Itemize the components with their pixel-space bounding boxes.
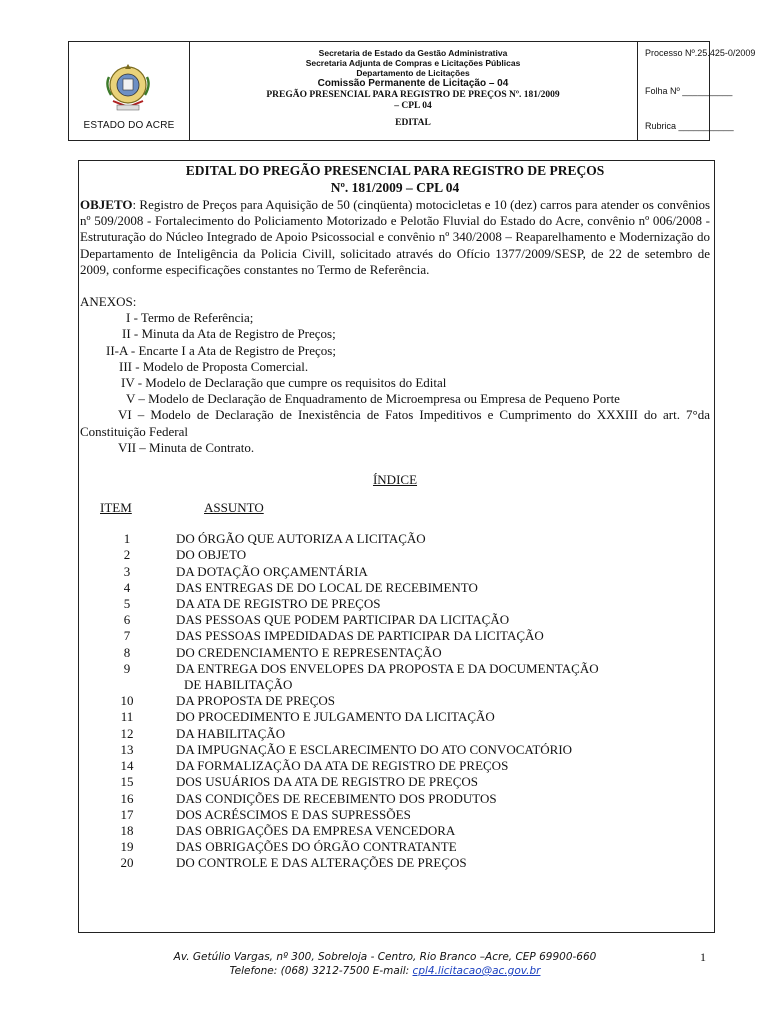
indice-row — [80, 693, 710, 709]
header-secretaria: Secretaria de Estado da Gestão Administrativa — [318, 48, 508, 58]
indice-row — [80, 564, 710, 580]
indice-item-number: 9 — [123, 660, 131, 676]
indice-item-subject: DAS PESSOAS QUE PODEM PARTICIPAR DA LICITAÇÃO — [176, 612, 510, 628]
header-cpl: – CPL 04 — [394, 101, 432, 111]
indice-item-subject: DAS PESSOAS IMPEDIDADAS DE PARTICIPAR DA LICITAÇÃO — [176, 628, 544, 644]
indice-heading: ÍNDICE — [372, 472, 418, 488]
indice-item-number: 6 — [123, 612, 131, 628]
indice-row — [80, 709, 710, 725]
objeto-text: : Registro de Preços para Aquisição de 50 (cinqüenta) motocicletas e 10 (dez) carros para atender os convênios nº 509/2008 - Fortalecimento do Policiamento Motorizado e Pelotão Fluvial do Estado do Acre, convênio nº 006/2008 - Estruturação do Núcleo Integrado de Apoio Psicossocial e convênio nº 340/2008 – Reaparelhamento e Modernização do Departamento de Inteligência da Policia Civill, solicitado através do Ofício 1377/2009/SESP, de 22 de setembro de 2009, conforme especificações constantes no Termo de Referência. — [80, 197, 710, 277]
indice-item-subject: DAS OBRIGAÇÕES DO ÓRGÃO CONTRATANTE — [176, 839, 457, 855]
rubrica-field: Rubrica ___________ — [645, 121, 734, 131]
document-title: EDITAL DO PREGÃO PRESENCIAL PARA REGISTRO DE PREÇOS — [185, 163, 605, 178]
indice-item-number: 13 — [120, 741, 134, 757]
objeto-label: OBJETO — [80, 197, 133, 212]
col-assunto-header: ASSUNTO — [204, 500, 264, 516]
indice-item-subject-continuation: DE HABILITAÇÃO — [184, 677, 293, 693]
document-header — [68, 41, 756, 141]
footer-address: Av. Getúlio Vargas, nº 300, Sobreloja - Centro, Rio Branco –Acre, CEP 69900-660 — [173, 951, 597, 963]
indice-item-subject: DOS USUÁRIOS DA ATA DE REGISTRO DE PREÇOS — [176, 774, 478, 790]
indice-row — [80, 645, 710, 661]
header-departamento: Departamento de Licitações — [356, 68, 470, 78]
indice-item-subject: DA IMPUGNAÇÃO E ESCLARECIMENTO DO ATO CONVOCATÓRIO — [176, 741, 573, 757]
footer-phone: Telefone: (068) 3212-7500 E-mail: — [229, 965, 410, 977]
indice-list — [80, 531, 710, 871]
anexo-item: III - Modelo de Proposta Comercial. — [119, 358, 309, 374]
indice-item-number: 15 — [120, 774, 134, 790]
indice-row — [80, 580, 710, 596]
indice-item-subject: DA ATA DE REGISTRO DE PREÇOS — [176, 596, 381, 612]
indice-item-subject: DA ENTREGA DOS ENVELOPES DA PROPOSTA E DA DOCUMENTAÇÃO — [176, 660, 599, 676]
indice-row — [80, 791, 710, 807]
indice-item-subject: DAS OBRIGAÇÕES DA EMPRESA VENCEDORA — [176, 822, 456, 838]
indice-row — [80, 661, 710, 693]
indice-row — [80, 742, 710, 758]
indice-row — [80, 758, 710, 774]
header-pregao: PREGÃO PRESENCIAL PARA REGISTRO DE PREÇOS Nº. 181/2009 — [266, 90, 560, 100]
header-logo-cell — [69, 42, 190, 140]
indice-item-subject: DA FORMALIZAÇÃO DA ATA DE REGISTRO DE PREÇOS — [176, 758, 509, 774]
indice-item-number: 4 — [123, 579, 131, 595]
footer-email-link[interactable]: cpl4.licitacao@ac.gov.br — [412, 965, 541, 977]
indice-row — [80, 628, 710, 644]
indice-item-subject: DO OBJETO — [176, 547, 247, 563]
indice-item-number: 2 — [123, 547, 131, 563]
indice-item-subject: DO CONTROLE E DAS ALTERAÇÕES DE PREÇOS — [176, 855, 467, 871]
anexo-item: V – Modelo de Declaração de Enquadramento de Microempresa ou Empresa de Pequeno Porte — [126, 391, 620, 407]
document-content — [80, 163, 710, 872]
anexo-item: IV - Modelo de Declaração que cumpre os requisitos do Edital — [121, 375, 447, 391]
anexo-item: II - Minuta da Ata de Registro de Preços; — [122, 326, 336, 342]
header-title-cell — [189, 42, 638, 140]
indice-item-number: 19 — [120, 839, 134, 855]
page-number: 1 — [700, 950, 706, 964]
indice-row — [80, 531, 710, 547]
header-secretaria-adjunta: Secretaria Adjunta de Compras e Licitações Públicas — [305, 58, 521, 68]
indice-item-number: 11 — [120, 709, 134, 725]
objeto-paragraph — [80, 197, 710, 278]
header-process-cell — [637, 42, 756, 140]
document-number: Nº. 181/2009 – CPL 04 — [330, 179, 460, 195]
indice-item-subject: DOS ACRÉSCIMOS E DAS SUPRESSÕES — [176, 806, 411, 822]
header-edital: EDITAL — [395, 118, 431, 128]
indice-row — [80, 726, 710, 742]
col-item-header: ITEM — [100, 500, 132, 516]
indice-item-number: 10 — [120, 693, 134, 709]
indice-row — [80, 855, 710, 871]
indice-item-subject: DA DOTAÇÃO ORÇAMENTÁRIA — [176, 563, 368, 579]
indice-row — [80, 596, 710, 612]
indice-row — [80, 547, 710, 563]
header-commission: Comissão Permanente de Licitação – 04 — [317, 78, 509, 89]
indice-item-subject: DO CREDENCIAMENTO E REPRESENTAÇÃO — [176, 644, 442, 660]
indice-item-subject: DAS ENTREGAS DE DO LOCAL DE RECEBIMENTO — [176, 579, 478, 595]
anexo-item: VI – Modelo de Declaração de Inexistência de Fatos Impeditivos e Cumprimento do XXXIII do art. 7°da Constituição Federal — [80, 407, 710, 439]
processo-number: Processo Nº.25.425-0/2009 — [645, 48, 756, 58]
indice-item-number: 16 — [120, 790, 134, 806]
indice-item-number: 14 — [120, 758, 134, 774]
indice-item-number: 20 — [120, 855, 134, 871]
indice-row — [80, 823, 710, 839]
indice-row — [80, 774, 710, 790]
indice-item-subject: DA HABILITAÇÃO — [176, 725, 286, 741]
indice-item-number: 1 — [123, 531, 131, 547]
page-footer — [0, 950, 770, 978]
indice-item-subject: DO PROCEDIMENTO E JULGAMENTO DA LICITAÇÃO — [176, 709, 495, 725]
indice-item-subject: DAS CONDIÇÕES DE RECEBIMENTO DOS PRODUTOS — [176, 790, 497, 806]
indice-item-number: 3 — [123, 563, 131, 579]
anexo-item: II-A - Encarte I a Ata de Registro de Preços; — [106, 342, 336, 358]
anexos-heading: ANEXOS: — [80, 294, 137, 310]
state-coat-of-arms-icon — [103, 61, 153, 113]
indice-row — [80, 807, 710, 823]
footer-contact — [0, 964, 770, 978]
indice-item-number: 8 — [123, 644, 131, 660]
indice-row — [80, 612, 710, 628]
indice-item-number: 7 — [123, 628, 131, 644]
estado-label: ESTADO DO ACRE — [83, 120, 175, 131]
indice-item-number: 17 — [120, 806, 134, 822]
folha-field: Folha Nº __________ — [645, 86, 733, 96]
indice-row — [80, 839, 710, 855]
indice-item-number: 18 — [120, 822, 134, 838]
indice-item-number: 12 — [120, 725, 134, 741]
indice-column-headers — [80, 500, 710, 516]
indice-item-number: 5 — [123, 596, 131, 612]
indice-item-subject: DA PROPOSTA DE PREÇOS — [176, 693, 335, 709]
anexo-item: VII – Minuta de Contrato. — [118, 439, 255, 455]
indice-item-subject: DO ÓRGÃO QUE AUTORIZA A LICITAÇÃO — [176, 531, 426, 547]
anexo-item: I - Termo de Referência; — [126, 310, 254, 326]
